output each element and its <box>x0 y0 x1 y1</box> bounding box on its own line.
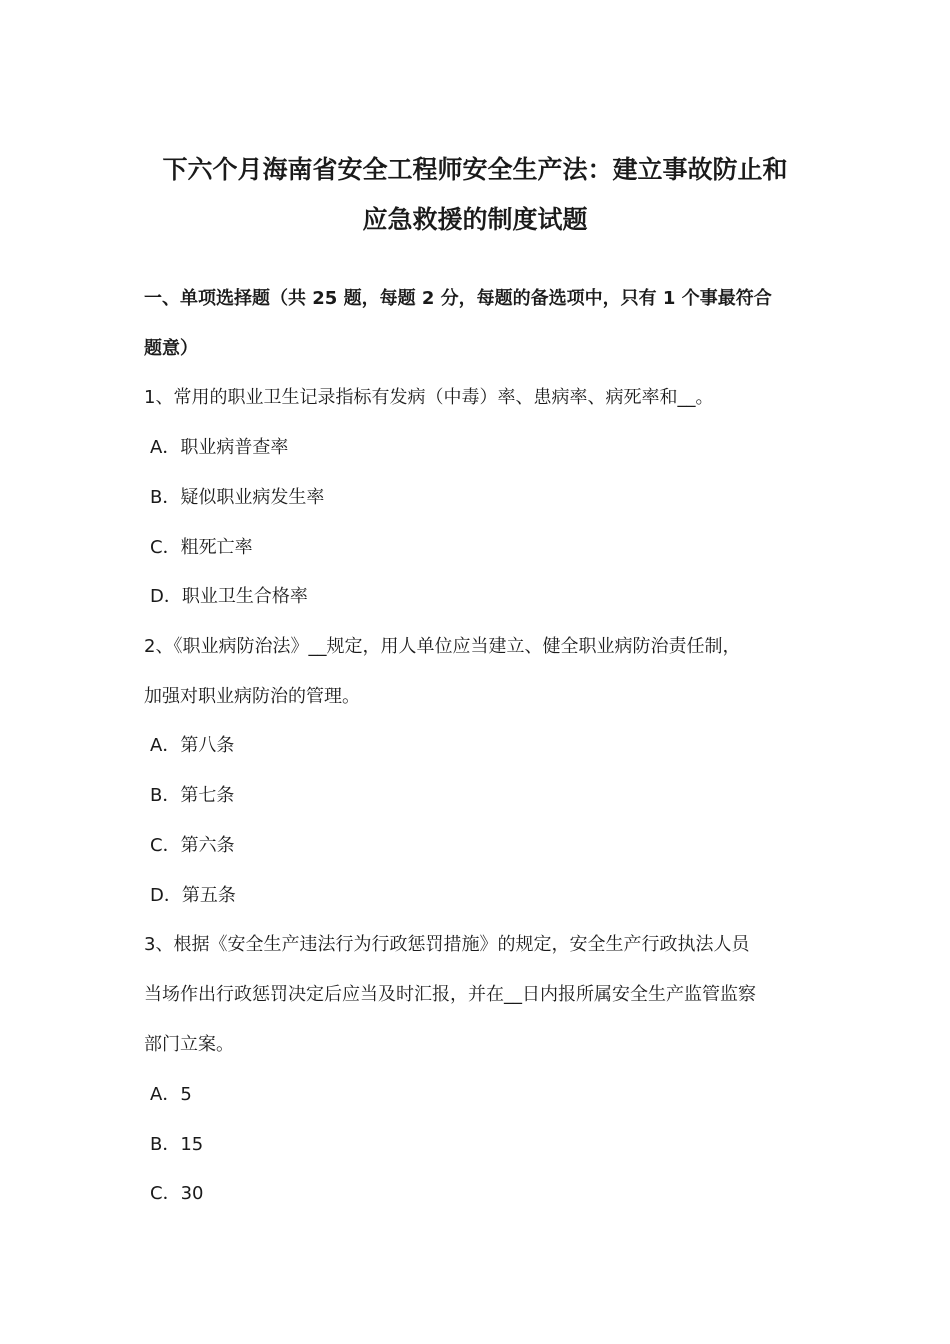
question-2-option-a: A．第八条 <box>150 735 235 756</box>
question-1-text: 1、常用的职业卫生记录指标有发病（中毒）率、患病率、病死率和__。 <box>144 387 714 408</box>
question-3-option-a: A．5 <box>150 1084 192 1105</box>
question-2-text-line-2: 加强对职业病防治的管理。 <box>144 686 360 707</box>
question-2-option-b: B．第七条 <box>150 785 235 806</box>
question-1-option-a: A．职业病普查率 <box>150 437 289 458</box>
document-title-line-1: 下六个月海南省安全工程师安全生产法：建立事故防止和 <box>162 155 788 184</box>
question-3-text-line-1: 3、根据《安全生产违法行为行政惩罚措施》的规定，安全生产行政执法人员 <box>144 934 750 955</box>
question-1-option-c: C．粗死亡率 <box>150 537 253 558</box>
question-1-option-d: D．职业卫生合格率 <box>150 586 308 607</box>
question-3-option-b: B．15 <box>150 1134 204 1155</box>
question-2-option-c: C．第六条 <box>150 835 235 856</box>
question-3-text-line-2: 当场作出行政惩罚决定后应当及时汇报，并在__日内报所属安全生产监管监察 <box>144 984 756 1005</box>
question-3-text-line-3: 部门立案。 <box>144 1034 234 1055</box>
question-2-text-line-1: 2、《职业病防治法》__规定，用人单位应当建立、健全职业病防治责任制， <box>144 636 741 657</box>
question-2-option-d: D．第五条 <box>150 885 236 906</box>
question-3-option-c: C．30 <box>150 1183 204 1204</box>
section-heading-line-2: 题意） <box>144 338 198 359</box>
document-title-line-2: 应急救援的制度试题 <box>362 205 588 234</box>
question-1-option-b: B．疑似职业病发生率 <box>150 487 325 508</box>
section-heading-line-1: 一、单项选择题（共 25 题，每题 2 分，每题的备选项中，只有 1 个事最符合 <box>144 288 772 309</box>
